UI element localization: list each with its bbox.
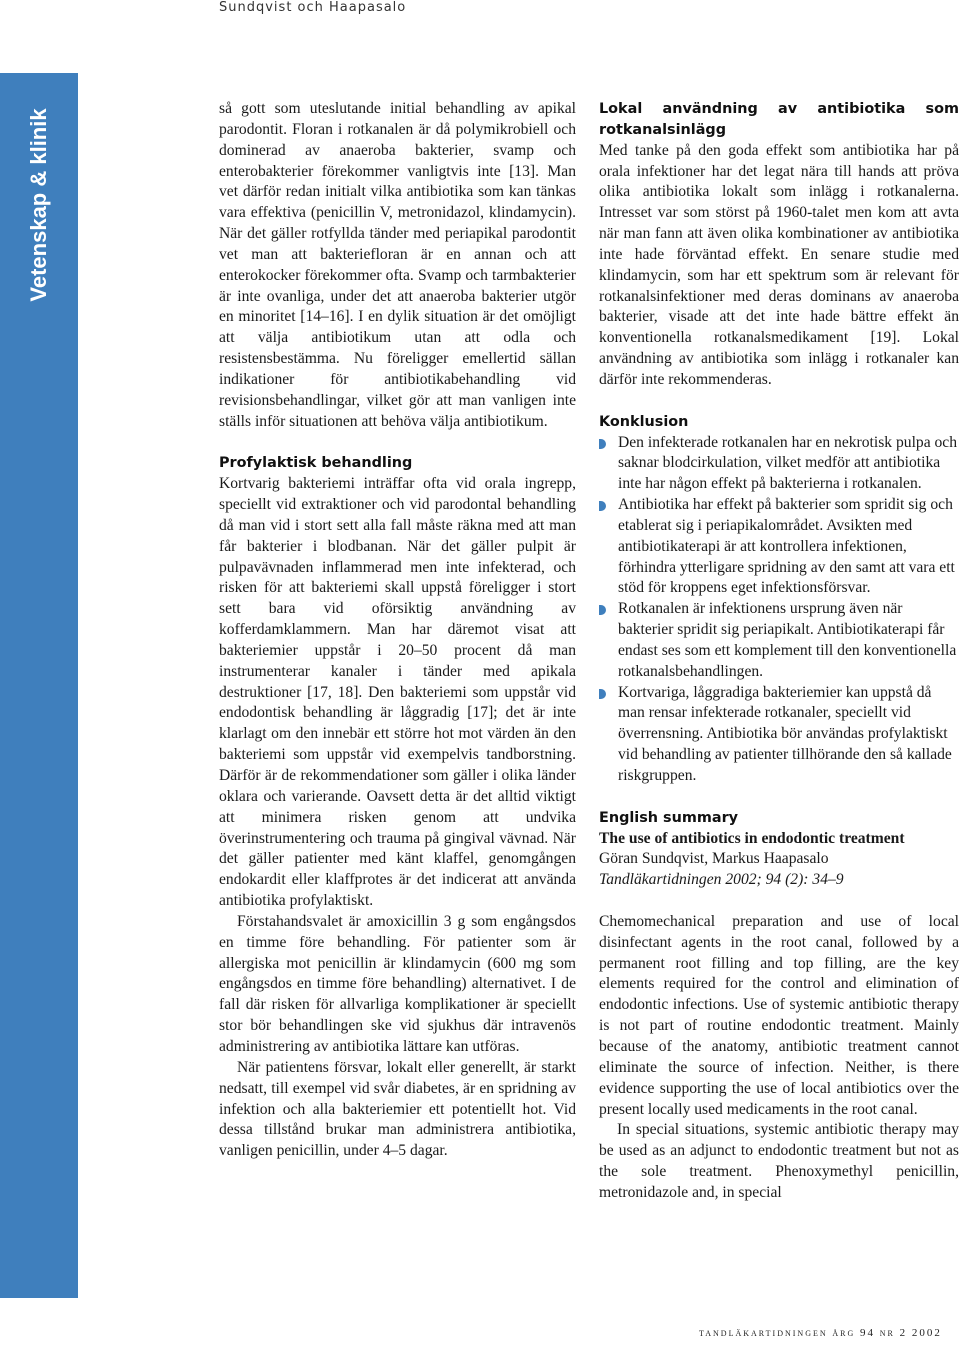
paragraph: In special situations, systemic antibiotic therapy may be used as an adjunct to endodontic treatment but not as the sole treatment. Phenoxymethyl penicillin, metronidazole and, in special <box>599 1121 959 1201</box>
bullet-icon <box>599 501 606 511</box>
heading-profylaktisk: Profylaktisk behandling <box>219 455 413 472</box>
paragraph: Förstahandsvalet är amoxicillin 3 g som engångsdos en timme före behandling. För patienter som är allergiska mot penicillin är klindamycin (600 mg som engångsdos en timme före behandling) alternativet. I de fall där risken för allvarliga komplikationer är speciellt stor bör behandlingen ske vid sjukhus där intravenös administrering av antibiotika lättare kan utföras. <box>219 912 576 1055</box>
list-item <box>599 495 959 599</box>
list-item-text: Den infekterade rotkanalen har en nekrotisk pulpa och saknar blodcirkulation, vilket medför att antibiotika inte har någon effekt på bakterierna i rotkanalen. <box>618 433 958 493</box>
conclusion-list <box>599 433 959 787</box>
bullet-icon <box>599 439 606 449</box>
list-item <box>599 683 959 787</box>
bullet-icon <box>599 689 606 699</box>
intro-paragraph: så gott som uteslutande initial behandling av apikal parodontit. Floran i rotkanalen är då polymikrobiell och dominerad av anaeroba bakterier, svamp och enterobakterier förekommer vanligtvis inte [13]. Man vet därför redan initialt vilka antibiotika som kan tänkas vara effektiva (penicillin V, metronidazol, klindamycin). När det gäller rotfyllda tänder med periapikal parodontit vet man att bakteriefloran är en annan och att enterokocker förekommer ofta. Svamp och tarmbakterier är inte ovanliga, under det att anaeroba bakterier utgör en minoritet [14–16]. I en dylik situation är det omöjligt att välja antibiotikum utan att odla och resistensbestämma. Nu föreligger emellertid sällan indikationer för antibiotikabehandling vid revisionsbehandlingar, vilket gör att man vanligen inte ställs inför situationen att behöva välja antibiotikum. <box>219 100 576 430</box>
section-label-text: Vetenskap & klinik <box>26 108 51 302</box>
list-item-text: Kortvariga, låggradiga bakteriemier kan uppstå då man rensar infekterade rotkanaler, speciellt vid överrensning. Antibiotika bör användas profylaktiskt vid behandling av patienter tillhörande den så kallade riskgruppen. <box>618 683 952 784</box>
paragraph: Chemomechanical preparation and use of local disinfectant agents in the root canal, followed by a permanent root filling and top filling, are the key elements required for the control and elimination of endodontic infections. Use of systemic antibiotic therapy is not part of routine endodontic treatment. Mainly because of the anatomy, antibiotic treatment cannot eliminate the source of infection. Neither, is there evidence supporting the use of local antibiotics over the present locally used medicaments in the root canal. <box>599 912 959 1118</box>
paragraph: Med tanke på den goda effekt som antibiotika har på orala infektioner har det legat nära till hands att pröva olika antibiotika lokalt som inlägg i rotkanalerna. Intresset var som störst på 1960-talet men kom att avta när man fann att även olika kombinationer av antibiotika inte hade förväntad effekt. En senare studie med klindamycin, som har ett spektrum som är relevant för rotkanalsinfektioner med deras dominans av anaeroba bakterier, visade att det inte hade bättre effekt än konventionella rotkanalsmedikament [19]. Lokal användning av antibiotika som inlägg i rotkanaler kan därför inte rekommenderas. <box>599 141 959 388</box>
paragraph: När patientens försvar, lokalt eller generellt, är starkt nedsatt, till exempel vid svår diabetes, är en spridning av infektion och alla bakteriemier ett potentiellt hot. Vid dessa tillstånd brukar man administrera antibiotika, vanligen penicillin, under 4–5 dagar. <box>219 1058 576 1160</box>
paragraph: Kortvarig bakteriemi inträffar ofta vid orala ingrepp, speciellt vid extraktioner och vid parodontal behandling då man vid i stort sett alla fall måste räkna med att man får bakterier i blodbanan. När det gäller pulpit är pulpavävnaden inflammerad men inte infekterad, och risken för att bakteriemi skall uppstå föreligger i stort sett bara vid oförsiktig användning av kofferdamklammern. Man har däremot visat att bakteriemier uppstår i 20–50 procent då man instrumenterar kanaler i tänder med apikala destruktioner [17, 18]. Den bakteriemi som uppstår vid endodontisk behandling är låggradig [17]; det är inte klarlagt om den innebär ett större hot mot värden än den bakteriemi som uppstår vid exempelvis tandborstning. Därför är de rekommendationer som gäller i olika länder oklara och varierande. Oavsett detta är det alltid viktigt att minimera risken genom att undvika överinstrumentering och trauma på gingival vävnad. När det gäller patienter med känt klaffel, genomgången endokardit eller klaffprotes är det indicerat att använda antibiotika profylaktiskt. <box>219 475 576 910</box>
english-title: The use of antibiotics in endodontic treatment <box>599 829 905 847</box>
list-item <box>599 433 959 496</box>
bullet-icon <box>599 605 606 615</box>
page-footer: tandläkartidningen årg 94 nr 2 2002 <box>699 1327 942 1339</box>
left-column <box>219 99 576 1162</box>
list-item-text: Rotkanalen är infektionens ursprung även när bakterier spridit sig periapikalt. Antibiotikaterapi får endast ses som ett komplement till den konventionella rotkanalsbehandlingen. <box>618 600 957 680</box>
english-journal: Tandläkartidningen 2002; 94 (2): 34–9 <box>599 871 844 889</box>
english-authors: Göran Sundqvist, Markus Haapasalo <box>599 850 829 868</box>
heading-konklusion: Konklusion <box>599 413 689 430</box>
running-head: Sundqvist och Haapasalo <box>219 0 407 15</box>
heading-lokal-anvandning: Lokal användning av antibiotika som rotkanalsinlägg <box>599 101 959 138</box>
list-item <box>599 599 959 682</box>
right-column <box>599 99 959 1204</box>
heading-english-summary: English summary <box>599 809 739 826</box>
section-label <box>0 73 78 338</box>
list-item-text: Antibiotika har effekt på bakterier som spridit sig och etablerat sig i periapikalområdet. Avsikten med antibiotikaterapi är att kontrollera infektionen, förhindra ytterligare spridning av den samt att vara ett stöd för kroppens eget infektionsförsvar. <box>618 496 955 597</box>
